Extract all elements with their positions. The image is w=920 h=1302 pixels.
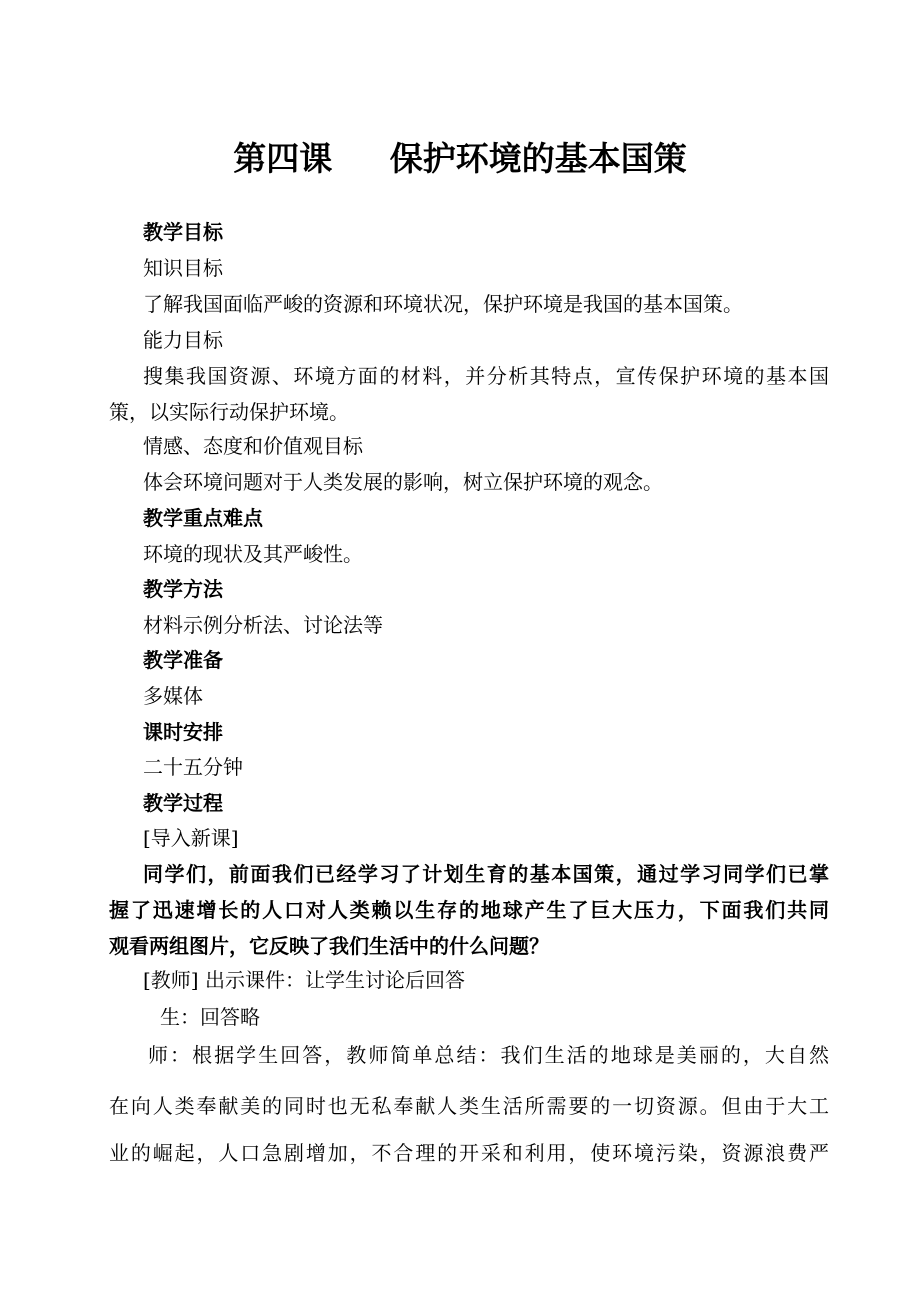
heading-schedule: 课时安排 xyxy=(143,720,223,744)
paragraph-text: 了解我国面临严峻的资源和环境状况，保护环境是我国的基本国策。 xyxy=(143,292,743,316)
paragraph-text: 在向人类奉献美的同时也无私奉献人类生活所需要的一切资源。但由于大工 xyxy=(109,1094,831,1118)
paragraph-text: 材料示例分析法、讨论法等 xyxy=(143,613,383,637)
document-title: 第四课 保护环境的基本国策 xyxy=(233,139,687,178)
heading-teaching-goals: 教学目标 xyxy=(143,220,223,244)
paragraph-text: 环境的现状及其严峻性。 xyxy=(143,542,363,566)
paragraph-text: 搜集我国资源、环境方面的材料，并分析其特点，宣传保护环境的基本国 xyxy=(143,364,831,388)
heading-teaching-method: 教学方法 xyxy=(143,577,223,601)
heading-teaching-process: 教学过程 xyxy=(143,791,223,815)
paragraph-text: 多媒体 xyxy=(143,684,203,708)
heading-key-points: 教学重点难点 xyxy=(143,506,263,530)
paragraph-text-bold: 观看两组图片，它反映了我们生活中的什么问题？ xyxy=(109,934,549,958)
subheading-ability-goal: 能力目标 xyxy=(143,328,223,352)
paragraph-text: [教师] 出示课件：让学生讨论后回答 xyxy=(143,968,465,992)
subheading-attitude-goal: 情感、态度和价值观目标 xyxy=(143,434,363,458)
paragraph-text: 二十五分钟 xyxy=(143,755,243,779)
heading-preparation: 教学准备 xyxy=(143,648,223,672)
paragraph-text: 师：根据学生回答，教师简单总结：我们生活的地球是美丽的，大自然 xyxy=(148,1043,832,1067)
paragraph-text: 生：回答略 xyxy=(160,1005,260,1029)
paragraph-text: 策，以实际行动保护环境。 xyxy=(109,400,349,424)
section-label-intro: [导入新课] xyxy=(143,826,239,850)
paragraph-text: 业的崛起，人口急剧增加，不合理的开采和利用，使环境污染，资源浪费严 xyxy=(109,1141,831,1165)
paragraph-text-bold: 握了迅速增长的人口对人类赖以生存的地球产生了巨大压力，下面我们共同 xyxy=(109,898,831,922)
subheading-knowledge-goal: 知识目标 xyxy=(143,256,223,280)
paragraph-text-bold: 同学们，前面我们已经学习了计划生育的基本国策，通过学习同学们已掌 xyxy=(143,862,831,886)
paragraph-text: 体会环境问题对于人类发展的影响，树立保护环境的观念。 xyxy=(143,470,663,494)
